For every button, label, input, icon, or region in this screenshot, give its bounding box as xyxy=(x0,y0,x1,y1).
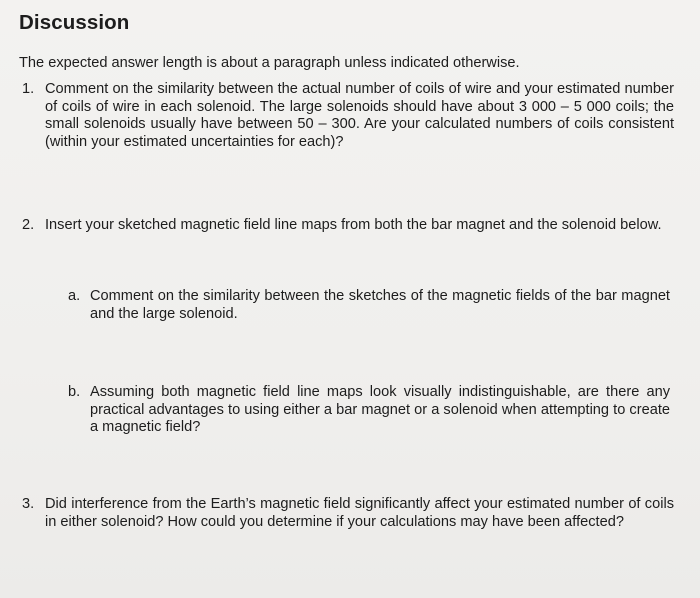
subquestion-letter: a. xyxy=(68,288,81,304)
question-number: 3. xyxy=(22,496,35,512)
question-number: 2. xyxy=(22,217,35,233)
question-3 xyxy=(22,496,674,531)
section-heading: Discussion xyxy=(19,11,130,34)
question-1 xyxy=(22,81,674,151)
question-number: 1. xyxy=(22,81,35,97)
question-2a xyxy=(68,288,670,323)
question-text: Comment on the similarity between the actual number of coils of wire and your estimated number of coils of wire in each solenoid. The large solenoids should have about 3 000 – 5 000 coils; the small solenoids usually have between 50 – 300. Are your calculated numbers of coils consistent (within your estimated uncertainties for each)? xyxy=(45,81,674,150)
question-2 xyxy=(22,217,674,235)
subquestion-letter: b. xyxy=(68,384,81,400)
question-text: Did interference from the Earth’s magnetic field significantly affect your estimated number of coils in either solenoid? How could you determine if your calculations may have been affected? xyxy=(45,496,674,530)
question-2b xyxy=(68,384,670,437)
subquestion-text: Assuming both magnetic field line maps look visually indistinguishable, are there any practical advantages to using either a bar magnet or a solenoid when attempting to create a magnetic field? xyxy=(90,384,670,435)
intro-text: The expected answer length is about a paragraph unless indicated otherwise. xyxy=(19,55,520,71)
question-text: Insert your sketched magnetic field line maps from both the bar magnet and the solenoid below. xyxy=(45,217,662,233)
subquestion-text: Comment on the similarity between the sketches of the magnetic fields of the bar magnet and the large solenoid. xyxy=(90,288,670,322)
